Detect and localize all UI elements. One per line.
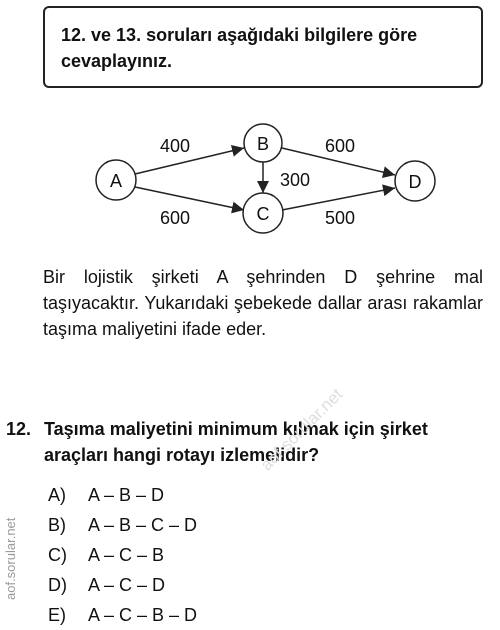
option-letter: C) — [48, 544, 67, 565]
node-a-label: A — [109, 171, 123, 191]
watermark-side: aof.sorular.net — [3, 517, 18, 600]
option-letter: E) — [48, 604, 66, 625]
option-d[interactable] — [48, 570, 197, 600]
option-text: A – B – D — [88, 484, 165, 505]
node-b-label: B — [256, 134, 270, 154]
node-a — [96, 160, 136, 200]
option-text: A – C – B — [88, 544, 165, 565]
answer-options — [48, 480, 197, 630]
edge-label-b-d: 600 — [325, 136, 356, 156]
option-letter: D) — [48, 574, 67, 595]
watermark-diagonal: aof.sorular.net — [256, 384, 347, 475]
network-diagram — [0, 0, 500, 260]
edge-label-c-d: 500 — [325, 208, 356, 228]
node-c — [243, 193, 283, 233]
node-d — [395, 161, 435, 201]
node-d-label: D — [408, 172, 422, 192]
edge-label-a-b: 400 — [160, 136, 191, 156]
node-b — [244, 124, 282, 162]
option-a[interactable] — [48, 480, 197, 510]
option-text: A – C – B – D — [88, 604, 198, 625]
node-c-label: C — [256, 204, 270, 224]
option-text: A – C – D — [88, 574, 166, 595]
option-letter: B) — [48, 514, 66, 535]
edge-label-b-c: 300 — [280, 170, 311, 190]
option-c[interactable] — [48, 540, 197, 570]
edge-label-a-c: 600 — [160, 208, 191, 228]
problem-description: Bir lojistik şirketi A şehrinden D şehrine mal taşıyacaktır. Yukarıdaki şebekede dallar arası rakamlar taşıma maliyetini ifade eder. — [43, 267, 483, 339]
option-b[interactable] — [48, 510, 197, 540]
question-text: Taşıma maliyetini minimum kılmak için şirket araçları hangi rotayı izlemelidir? — [44, 419, 428, 465]
edge-c-d — [282, 188, 395, 210]
header-text: 12. ve 13. soruları aşağıdaki bilgilere göre cevaplayınız. — [61, 25, 418, 71]
option-letter: A) — [48, 484, 66, 505]
question-number: 12. — [6, 419, 32, 439]
option-text: A – B – C – D — [88, 514, 198, 535]
edge-a-c — [135, 187, 244, 210]
option-e[interactable] — [48, 600, 197, 630]
